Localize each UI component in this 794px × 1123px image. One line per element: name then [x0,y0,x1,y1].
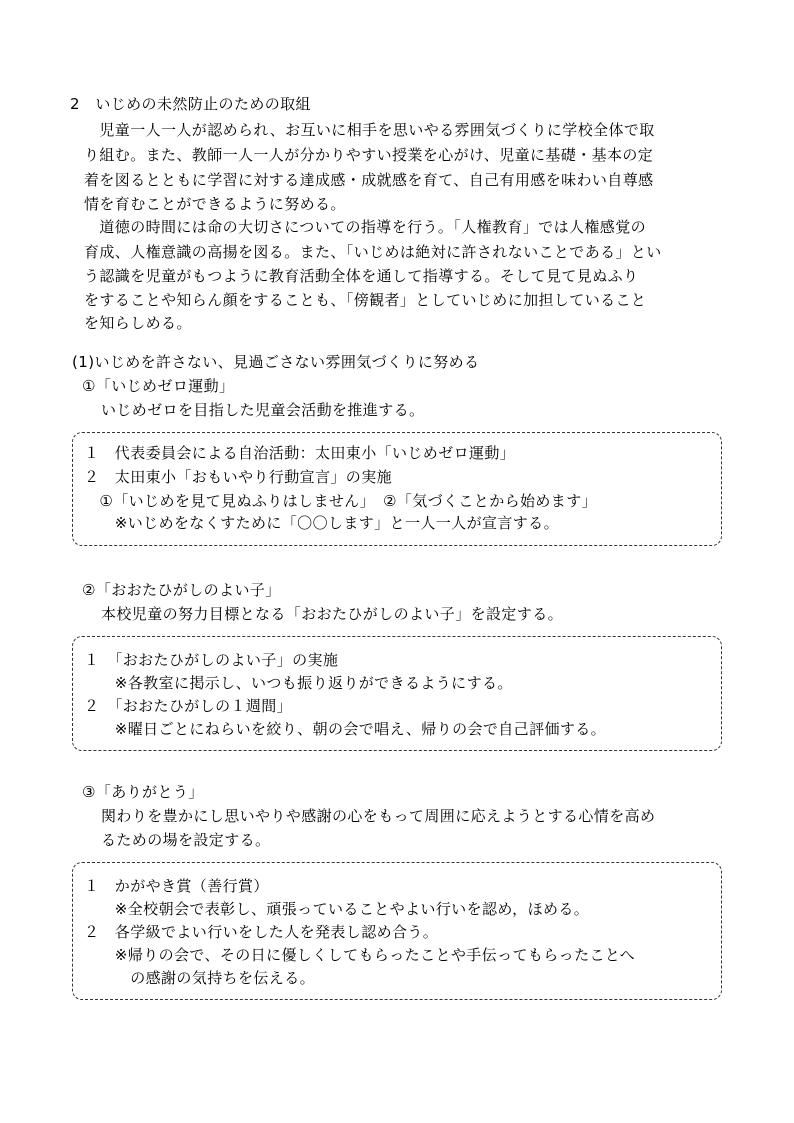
item-3-box-line-1: １ かがやき賞（善行賞） [84,877,269,895]
item-3-description-line-2: るための場を設定する。 [101,831,271,849]
intro-paragraph-2-line-3: う認識を児童がもつように教育活動全体を通して指導する。そして見て見ぬふり [84,267,639,285]
intro-paragraph-2-line-1: 道徳の時間には命の大切さについての指導を行う。「人権教育」では人権感覚の [84,218,647,236]
item-3-box-line-3: ２ 各学級でよい行いをした人を発表し認め合う。 [84,923,439,941]
item-2-box-line-2: ※各教室に掲示し、いつも振り返りができるようにする。 [84,674,513,692]
item-1-description: いじめゼロを目指した児童会活動を推進する。 [101,401,425,419]
intro-paragraph-1-line-2: り組む。また、教師一人一人が分かりやすい授業を心がけ、児童に基礎・基本の定 [84,146,654,164]
intro-paragraph-2-line-5: を知らしめる。 [84,314,192,332]
item-3-box-line-2: ※全校朝会で表彰し、頑張っていることやよい行いを認め，ほめる。 [84,900,590,918]
item-3-title: ③「ありがとう」 [82,783,204,801]
item-3-box-line-4: ※帰りの会で、その日に優しくしてもらったことや手伝ってもらったことへ [84,946,636,964]
intro-paragraph-1-line-3: 着を図るとともに学習に対する達成感・成就感を育て、自己有用感を味わい自尊感 [84,171,654,189]
intro-paragraph-2-line-2: 育成、人権意識の高揚を図る。また、「いじめは絶対に許されないことである」とい [84,243,662,261]
item-1-title: ①「いじめゼロ運動」 [82,377,235,395]
section-heading: 2 いじめの未然防止のための取組 [70,95,311,113]
item-2-description: 本校児童の努力目標となる「おおたひがしのよい子」を設定する。 [101,605,564,623]
item-2-title: ②「おおたひがしのよい子」 [82,581,281,599]
item-2-box-line-4: ※曜日ごとにねらいを絞り、朝の会で唱え、帰りの会で自己評価する。 [84,720,607,738]
item-1-box-line-3: ①「いじめを見て見ぬふりはしません」 ②「気づくことから始めます」 [84,492,597,510]
item-1-box-line-2: ２ 太田東小「おもいやり行動宣言」の実施 [84,468,393,486]
item-1-box-line-4: ※いじめをなくすために「〇〇します」と一人一人が宣言する。 [84,514,559,532]
item-2-box-line-1: １ 「おおたひがしのよい子」の実施 [84,651,339,669]
intro-paragraph-2-line-4: をすることや知らん顔をすることも、「傍観者」としていじめに加担していること [84,291,647,309]
item-1-box-line-1: １ 代表委員会による自治活動：太田東小「いじめゼロ運動」 [84,444,516,462]
subsection-heading: (1)いじめを許さない、見過ごさない雰囲気づくりに努める [72,353,480,371]
item-2-box-line-3: ２ 「おおたひがしの１週間」 [84,697,293,715]
intro-paragraph-1-line-4: 情を育むことができるように努める。 [84,195,346,213]
intro-paragraph-1-line-1: 児童一人一人が認められ、お互いに相手を思いやる雰囲気づくりに学校全体で取 [84,121,655,139]
item-3-description-line-1: 関わりを豊かにし思いやりや感謝の心をもって周囲に応えようとする心情を高め [101,807,656,825]
item-3-box-line-5: の感謝の気持ちを伝える。 [84,969,316,987]
